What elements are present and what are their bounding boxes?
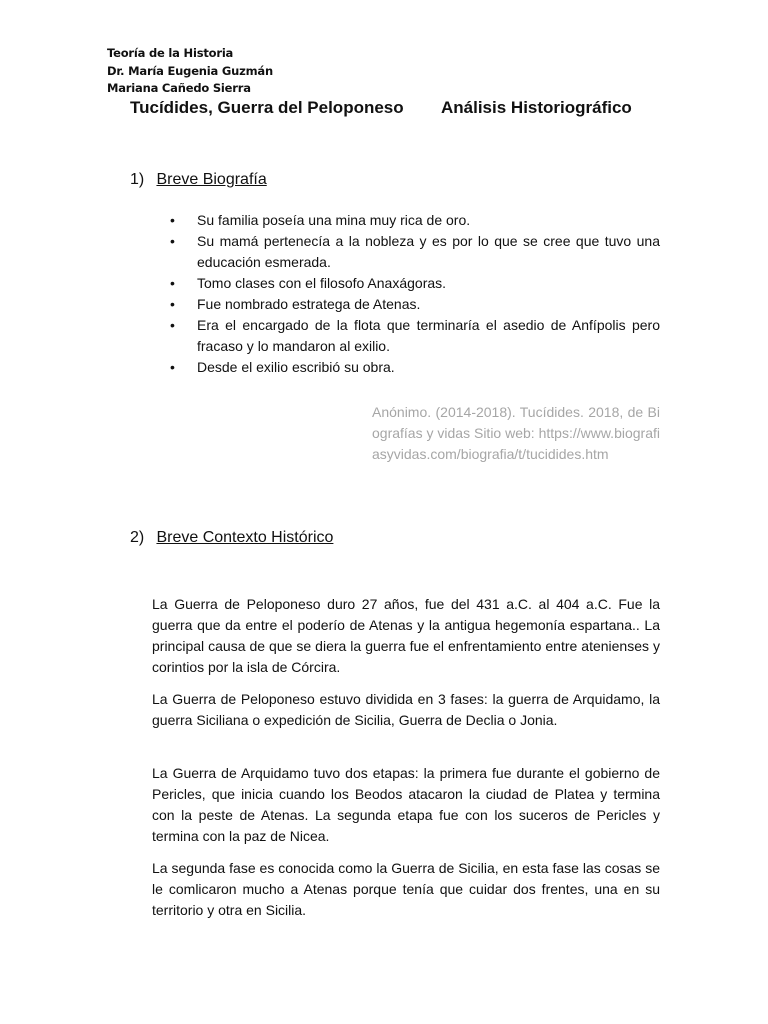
list-item: • Su mamá pertenecía a la nobleza y es por lo que se cree que tuvo una educación esmerada.: [170, 231, 660, 273]
list-item: • Era el encargado de la flota que terminaría el asedio de Anfípolis pero fracaso y lo mandaron al exilio.: [170, 315, 660, 357]
section-2-label: Breve Contexto Histórico: [156, 529, 334, 546]
list-item: • Desde el exilio escribió su obra.: [170, 357, 660, 378]
paragraph: La Guerra de Arquidamo tuvo dos etapas: la primera fue durante el gobierno de Pericles, que inicia cuando los Beodos atacaron la ciudad de Platea y termina con la peste de Atenas. La segunda etapa fue con los suceros de Pericles y termina con la paz de Nicea.: [152, 765, 660, 844]
document-title: [130, 97, 632, 119]
title-left: Tucídides, Guerra del Peloponeso: [130, 98, 404, 117]
section-2-heading: [130, 528, 333, 548]
list-item: • Fue nombrado estratega de Atenas.: [170, 294, 660, 315]
section-1-label: Breve Biografía: [156, 171, 267, 188]
list-item: • Su familia poseía una mina muy rica de oro.: [170, 210, 660, 231]
section-2-number: 2): [130, 529, 145, 546]
biography-list: [170, 210, 660, 378]
section-1-heading: [130, 170, 267, 190]
header-professor: Dr. María Eugenia Guzmán: [107, 64, 273, 78]
header-student: Mariana Cañedo Sierra: [107, 81, 251, 95]
citation: Anónimo. (2014-2018). Tucídides. 2018, de Biografías y vidas Sitio web: https://www.biografiasyvidas.com/biografia/t/tucidides.htm: [372, 404, 660, 462]
section-1-number: 1): [130, 171, 145, 188]
paragraph: La segunda fase es conocida como la Guerra de Sicilia, en esta fase las cosas se le comlicaron mucho a Atenas porque tenía que cuidar dos frentes, una en su territorio y otra en Sicilia.: [152, 860, 660, 918]
paragraph: La Guerra de Peloponeso duro 27 años, fue del 431 a.C. al 404 a.C. Fue la guerra que da entre el poderío de Atenas y la antigua hegemonía espartana.. La principal causa de que se diera la guerra fue el enfrentamiento entre atenienses y corintios por la isla de Córcira.: [152, 596, 660, 675]
paragraph: La Guerra de Peloponeso estuvo dividida en 3 fases: la guerra de Arquidamo, la guerra Siciliana o expedición de Sicilia, Guerra de Declia o Jonia.: [152, 691, 660, 728]
header-course: Teoría de la Historia: [107, 46, 234, 60]
title-right: Análisis Historiográfico: [441, 98, 632, 117]
list-item: • Tomo clases con el filosofo Anaxágoras.: [170, 273, 660, 294]
